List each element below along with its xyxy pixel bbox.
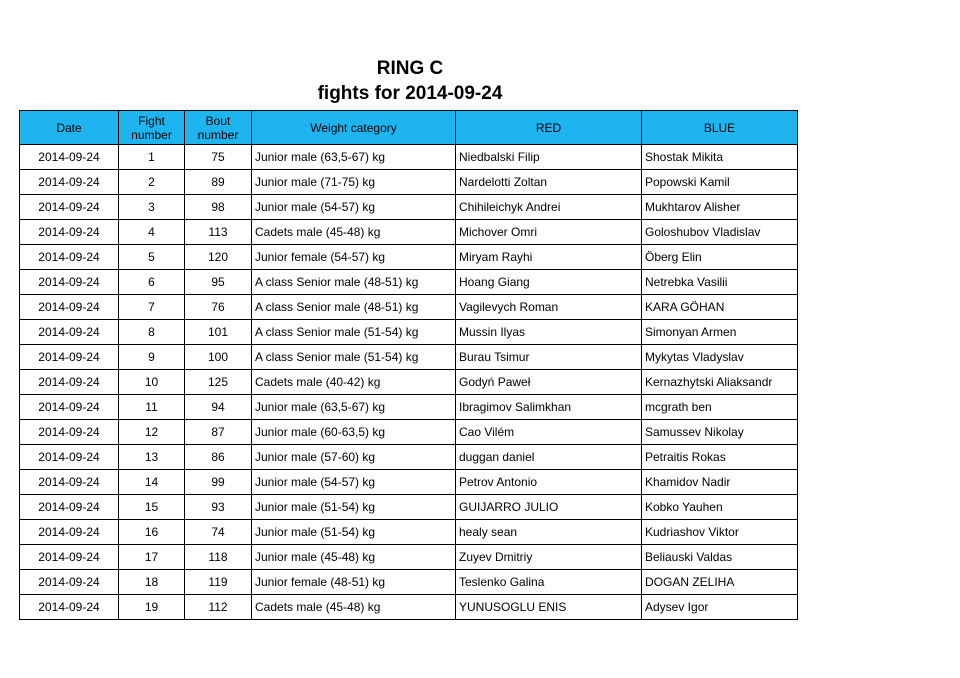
cell-blue-athlete: Shostak Mikita xyxy=(642,145,798,170)
cell-weight-category: Junior male (51-54) kg xyxy=(252,520,456,545)
table-row xyxy=(20,245,798,270)
cell-date: 2014-09-24 xyxy=(20,545,119,570)
column-header-fight-line1: Fight xyxy=(138,113,165,128)
cell-red-athlete: Zuyev Dmitriy xyxy=(456,545,642,570)
cell-bout-number: 101 xyxy=(185,320,252,345)
column-header-bout-line2: number xyxy=(197,127,239,142)
table-row xyxy=(20,570,798,595)
cell-fight-number: 8 xyxy=(119,320,185,345)
cell-date: 2014-09-24 xyxy=(20,470,119,495)
cell-red-athlete: Hoang Giang xyxy=(456,270,642,295)
cell-blue-athlete: Goloshubov Vladislav xyxy=(642,220,798,245)
column-header-date-label: Date xyxy=(56,120,82,135)
cell-date: 2014-09-24 xyxy=(20,220,119,245)
table-row xyxy=(20,370,798,395)
column-header-date xyxy=(20,111,119,145)
cell-bout-number: 118 xyxy=(185,545,252,570)
cell-fight-number: 1 xyxy=(119,145,185,170)
page-subtitle: fights for 2014-09-24 xyxy=(317,83,503,104)
table-row xyxy=(20,145,798,170)
cell-date: 2014-09-24 xyxy=(20,595,119,620)
cell-blue-athlete: Simonyan Armen xyxy=(642,320,798,345)
cell-blue-athlete: Adysev Igor xyxy=(642,595,798,620)
column-header-fight-number xyxy=(119,111,185,145)
cell-bout-number: 99 xyxy=(185,470,252,495)
cell-blue-athlete: Kernazhytski Aliaksandr xyxy=(642,370,798,395)
table-row xyxy=(20,520,798,545)
cell-date: 2014-09-24 xyxy=(20,420,119,445)
column-header-fight-line2: number xyxy=(131,127,172,142)
cell-blue-athlete: Mykytas Vladyslav xyxy=(642,345,798,370)
cell-fight-number: 7 xyxy=(119,295,185,320)
cell-weight-category: A class Senior male (48-51) kg xyxy=(252,270,456,295)
cell-blue-athlete: Beliauski Valdas xyxy=(642,545,798,570)
cell-fight-number: 5 xyxy=(119,245,185,270)
cell-fight-number: 10 xyxy=(119,370,185,395)
cell-weight-category: Junior male (63,5-67) kg xyxy=(252,145,456,170)
cell-red-athlete: Petrov Antonio xyxy=(456,470,642,495)
cell-date: 2014-09-24 xyxy=(20,295,119,320)
cell-fight-number: 9 xyxy=(119,345,185,370)
cell-fight-number: 4 xyxy=(119,220,185,245)
cell-red-athlete: Miryam Rayhi xyxy=(456,245,642,270)
table-header-row xyxy=(20,111,798,145)
cell-bout-number: 120 xyxy=(185,245,252,270)
table-row xyxy=(20,270,798,295)
cell-red-athlete: Mussin Ilyas xyxy=(456,320,642,345)
cell-bout-number: 89 xyxy=(185,170,252,195)
table-row xyxy=(20,495,798,520)
table-row xyxy=(20,545,798,570)
cell-date: 2014-09-24 xyxy=(20,320,119,345)
table-row xyxy=(20,595,798,620)
cell-fight-number: 13 xyxy=(119,445,185,470)
table-row xyxy=(20,345,798,370)
cell-fight-number: 16 xyxy=(119,520,185,545)
column-header-bout-line1: Bout xyxy=(205,113,231,128)
cell-bout-number: 119 xyxy=(185,570,252,595)
column-header-weight-label: Weight category xyxy=(310,120,397,135)
cell-bout-number: 100 xyxy=(185,345,252,370)
cell-red-athlete: healy sean xyxy=(456,520,642,545)
cell-fight-number: 12 xyxy=(119,420,185,445)
cell-blue-athlete: Öberg Elin xyxy=(642,245,798,270)
table-row xyxy=(20,295,798,320)
cell-weight-category: Junior male (57-60) kg xyxy=(252,445,456,470)
cell-weight-category: Junior male (45-48) kg xyxy=(252,545,456,570)
cell-bout-number: 76 xyxy=(185,295,252,320)
cell-red-athlete: Godyń Paweł xyxy=(456,370,642,395)
fights-table xyxy=(19,110,798,620)
cell-date: 2014-09-24 xyxy=(20,245,119,270)
table-row xyxy=(20,320,798,345)
cell-fight-number: 17 xyxy=(119,545,185,570)
cell-bout-number: 98 xyxy=(185,195,252,220)
cell-bout-number: 94 xyxy=(185,395,252,420)
cell-red-athlete: Nardelotti Zoltan xyxy=(456,170,642,195)
cell-blue-athlete: Mukhtarov Alisher xyxy=(642,195,798,220)
cell-weight-category: Junior female (54-57) kg xyxy=(252,245,456,270)
cell-date: 2014-09-24 xyxy=(20,170,119,195)
cell-weight-category: Junior male (51-54) kg xyxy=(252,495,456,520)
cell-bout-number: 87 xyxy=(185,420,252,445)
cell-blue-athlete: Netrebka Vasilii xyxy=(642,270,798,295)
cell-bout-number: 112 xyxy=(185,595,252,620)
cell-blue-athlete: KARA GÖHAN xyxy=(642,295,798,320)
cell-blue-athlete: Petraitis Rokas xyxy=(642,445,798,470)
table-row xyxy=(20,220,798,245)
cell-red-athlete: Burau Tsimur xyxy=(456,345,642,370)
column-header-red-label: RED xyxy=(535,120,562,135)
cell-fight-number: 3 xyxy=(119,195,185,220)
cell-date: 2014-09-24 xyxy=(20,570,119,595)
cell-blue-athlete: Kobko Yauhen xyxy=(642,495,798,520)
cell-fight-number: 6 xyxy=(119,270,185,295)
cell-fight-number: 15 xyxy=(119,495,185,520)
column-header-red xyxy=(456,111,642,145)
cell-red-athlete: Vagilevych Roman xyxy=(456,295,642,320)
cell-fight-number: 2 xyxy=(119,170,185,195)
cell-fight-number: 18 xyxy=(119,570,185,595)
cell-weight-category: Junior female (48-51) kg xyxy=(252,570,456,595)
cell-date: 2014-09-24 xyxy=(20,145,119,170)
cell-date: 2014-09-24 xyxy=(20,195,119,220)
cell-red-athlete: Teslenko Galina xyxy=(456,570,642,595)
table-row xyxy=(20,395,798,420)
cell-bout-number: 125 xyxy=(185,370,252,395)
cell-bout-number: 75 xyxy=(185,145,252,170)
cell-fight-number: 19 xyxy=(119,595,185,620)
table-row xyxy=(20,445,798,470)
cell-red-athlete: Niedbalski Filip xyxy=(456,145,642,170)
cell-red-athlete: Michover Omri xyxy=(456,220,642,245)
cell-bout-number: 74 xyxy=(185,520,252,545)
cell-fight-number: 11 xyxy=(119,395,185,420)
cell-date: 2014-09-24 xyxy=(20,370,119,395)
cell-blue-athlete: Kudriashov Viktor xyxy=(642,520,798,545)
cell-red-athlete: GUIJARRO JULIO xyxy=(456,495,642,520)
column-header-blue xyxy=(642,111,798,145)
cell-red-athlete: Cao Vilém xyxy=(456,420,642,445)
table-row xyxy=(20,470,798,495)
cell-red-athlete: duggan daniel xyxy=(456,445,642,470)
cell-bout-number: 113 xyxy=(185,220,252,245)
cell-weight-category: A class Senior male (51-54) kg xyxy=(252,320,456,345)
cell-red-athlete: YUNUSOGLU ENIS xyxy=(456,595,642,620)
cell-red-athlete: Ibragimov Salimkhan xyxy=(456,395,642,420)
cell-weight-category: Junior male (63,5-67) kg xyxy=(252,395,456,420)
table-row xyxy=(20,170,798,195)
column-header-weight-category xyxy=(252,111,456,145)
cell-blue-athlete: Samussev Nikolay xyxy=(642,420,798,445)
cell-date: 2014-09-24 xyxy=(20,345,119,370)
cell-weight-category: A class Senior male (51-54) kg xyxy=(252,345,456,370)
cell-red-athlete: Chihileichyk Andrei xyxy=(456,195,642,220)
cell-fight-number: 14 xyxy=(119,470,185,495)
cell-blue-athlete: mcgrath ben xyxy=(642,395,798,420)
cell-weight-category: Cadets male (40-42) kg xyxy=(252,370,456,395)
cell-bout-number: 93 xyxy=(185,495,252,520)
cell-bout-number: 86 xyxy=(185,445,252,470)
cell-blue-athlete: Popowski Kamil xyxy=(642,170,798,195)
cell-date: 2014-09-24 xyxy=(20,270,119,295)
cell-weight-category: Junior male (60-63,5) kg xyxy=(252,420,456,445)
cell-date: 2014-09-24 xyxy=(20,520,119,545)
cell-weight-category: Junior male (71-75) kg xyxy=(252,170,456,195)
cell-weight-category: A class Senior male (48-51) kg xyxy=(252,295,456,320)
column-header-bout-number xyxy=(185,111,252,145)
cell-date: 2014-09-24 xyxy=(20,395,119,420)
cell-weight-category: Junior male (54-57) kg xyxy=(252,470,456,495)
cell-weight-category: Cadets male (45-48) kg xyxy=(252,595,456,620)
table-row xyxy=(20,195,798,220)
cell-blue-athlete: Khamidov Nadir xyxy=(642,470,798,495)
cell-weight-category: Junior male (54-57) kg xyxy=(252,195,456,220)
table-row xyxy=(20,420,798,445)
cell-date: 2014-09-24 xyxy=(20,445,119,470)
cell-weight-category: Cadets male (45-48) kg xyxy=(252,220,456,245)
cell-date: 2014-09-24 xyxy=(20,495,119,520)
cell-bout-number: 95 xyxy=(185,270,252,295)
cell-blue-athlete: DOGAN ZELIHA xyxy=(642,570,798,595)
column-header-blue-label: BLUE xyxy=(703,120,736,135)
page-title: RING C xyxy=(376,58,444,79)
